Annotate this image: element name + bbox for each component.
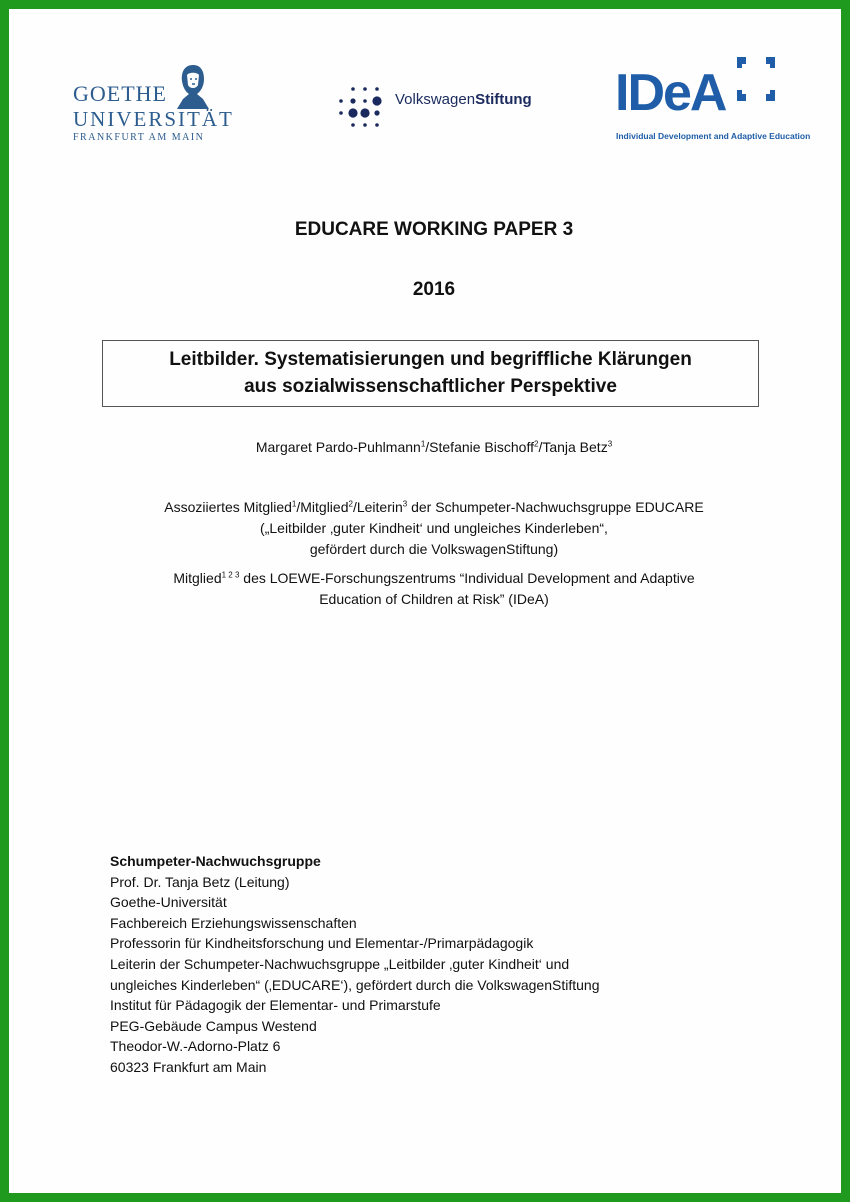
vw-dots-icon (337, 85, 387, 129)
paper-headline-box (102, 340, 759, 407)
goethe-portrait-icon (173, 61, 213, 109)
idea-logo-subtitle: Individual Development and Adaptive Education (616, 131, 811, 141)
working-paper-title: EDUCARE WORKING PAPER 3 (294, 219, 574, 240)
paper-headline-line1: Leitbilder. Systematisierungen und begriffliche Klärungen (169, 349, 692, 370)
address-line: Professorin für Kindheitsforschung und Elementar-/Primarpädagogik (110, 935, 534, 952)
address-line: Institut für Pädagogik der Elementar- und Primarstufe (110, 997, 441, 1014)
idea-logo-word: IDeA (615, 64, 726, 122)
membership-line2: Education of Children at Risk” (IDeA) (319, 591, 549, 607)
paper-headline-line2: aus sozialwissenschaftlicher Perspektive (244, 376, 617, 397)
membership-block (9, 568, 850, 610)
goethe-logo-line1: GOETHE (73, 81, 167, 106)
idea-logo (615, 57, 815, 147)
author-line: Margaret Pardo-Puhlmann$^1$/Stefanie Bischoff$^2$/Tanja Betz$^3$ (255, 439, 613, 455)
affiliation-line1: Assoziiertes Mitglied$^1$/Mitglied$^2$/Leiterin$^3$ der Schumpeter-Nachwuchsgruppe EDUCARE (164, 499, 704, 515)
goethe-logo-line2: UNIVERSITÄT (73, 107, 234, 131)
address-line: ungleiches Kinderleben“ (‚EDUCARE‘), gefördert durch die VolkswagenStiftung (110, 976, 600, 993)
address-heading: Schumpeter-Nachwuchsgruppe (110, 853, 321, 869)
address-line: 60323 Frankfurt am Main (110, 1058, 267, 1075)
membership-line1: Mitglied$^{1 2 3}$ des LOEWE-Forschungszentrums “Individual Development and Adaptive (173, 570, 695, 586)
goethe-university-logo (69, 61, 234, 146)
address-line: PEG-Gebäude Campus Westend (110, 1017, 317, 1034)
address-line: Theodor-W.-Adorno-Platz 6 (110, 1038, 281, 1055)
working-paper-year: 2016 (412, 279, 456, 300)
goethe-logo-line3: FRANKFURT AM MAIN (73, 132, 205, 143)
affiliation-line3: gefördert durch die VolkswagenStiftung) (309, 541, 559, 557)
address-line: Leiterin der Schumpeter-Nachwuchsgruppe „Leitbilder ‚guter Kindheit‘ und (110, 955, 570, 972)
address-line: Prof. Dr. Tanja Betz (Leitung) (110, 873, 290, 890)
affiliation-line2: („Leitbilder ‚guter Kindheit‘ und ungleiches Kinderleben“, (260, 520, 608, 536)
address-line: Goethe-Universität (110, 894, 227, 911)
vw-logo-text: VolkswagenStiftung (395, 91, 532, 108)
volkswagenstiftung-logo (337, 85, 547, 131)
address-line: Fachbereich Erziehungswissenschaften (110, 914, 357, 931)
affiliation-block (9, 497, 850, 560)
idea-brackets-icon (733, 57, 779, 101)
address-block (110, 851, 599, 1078)
